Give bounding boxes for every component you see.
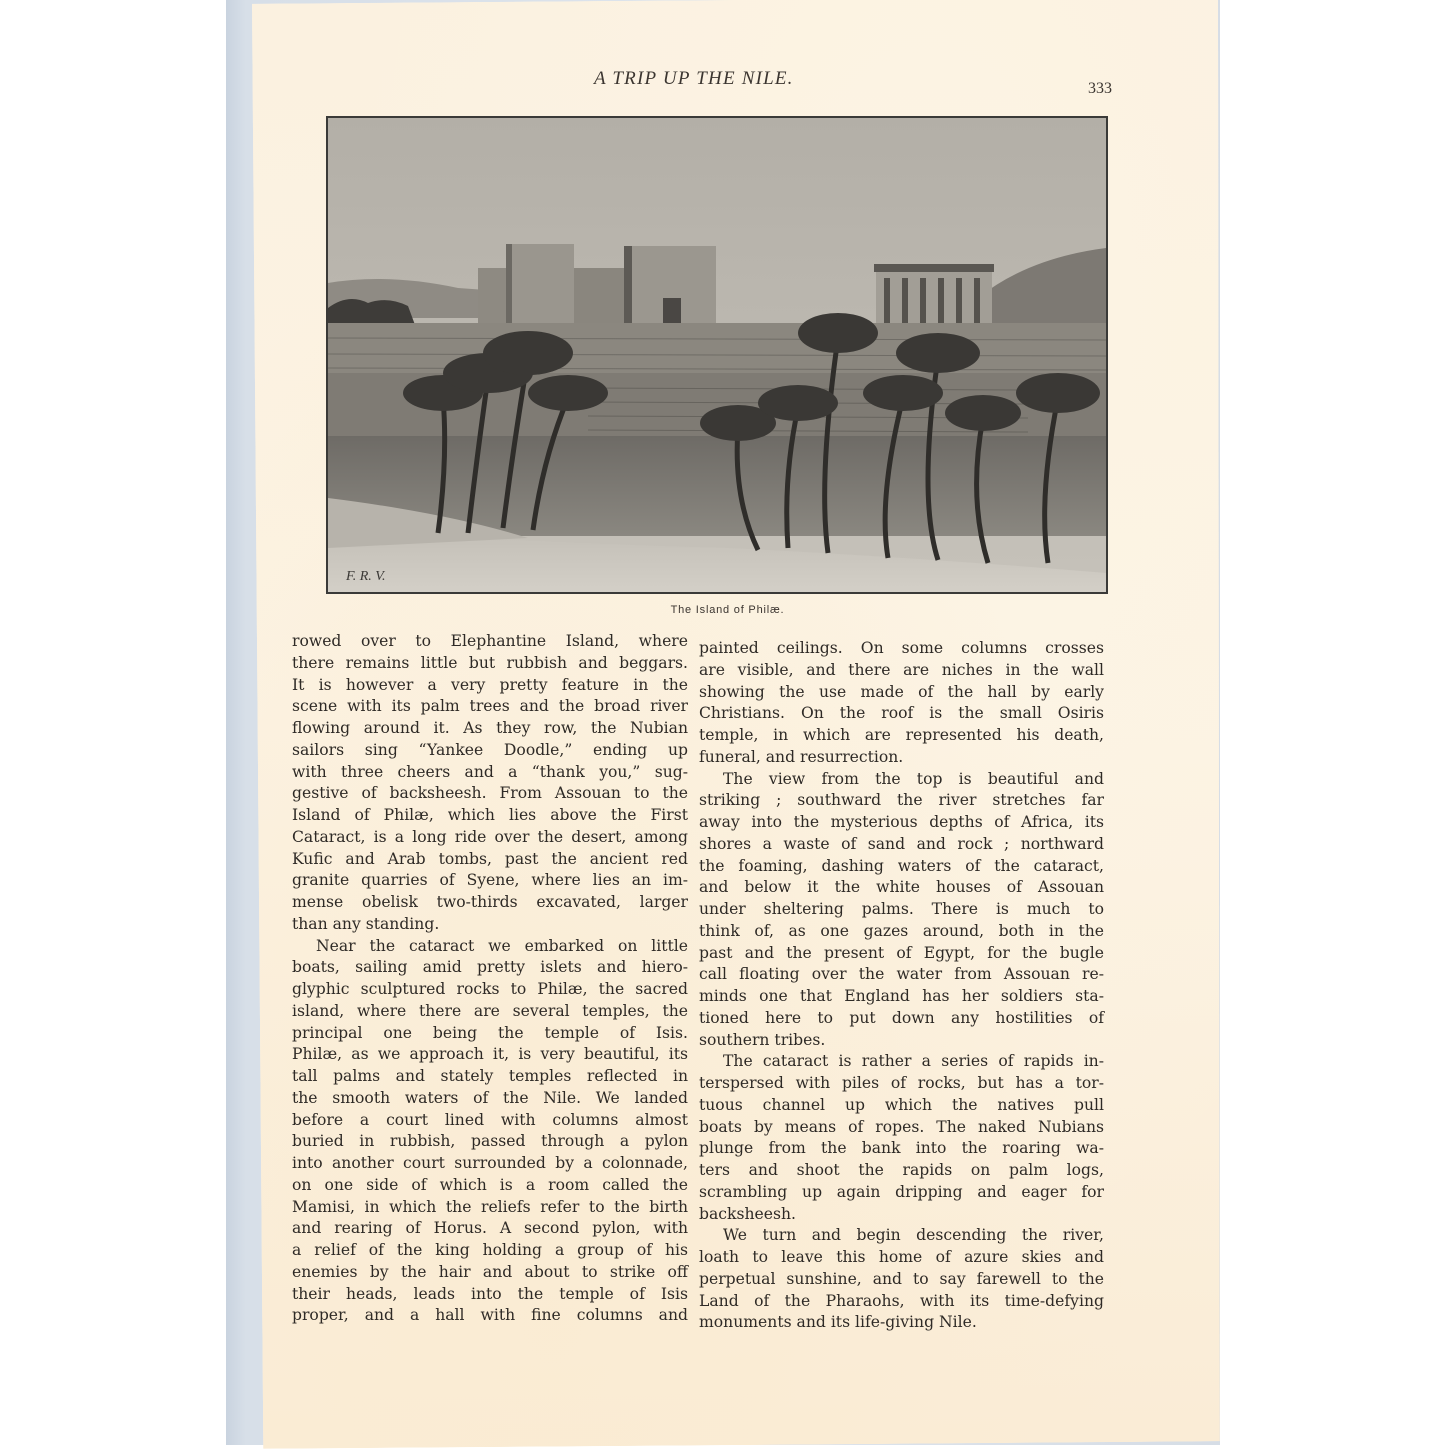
left-column bbox=[292, 631, 688, 1327]
text-line: We turn and begin descending the river, bbox=[723, 1226, 1104, 1245]
text-line: plunge from the bank into the roaring wa- bbox=[699, 1139, 1104, 1158]
text-line: Christians. On the roof is the small Osiris bbox=[699, 704, 1104, 723]
text-line: under sheltering palms. There is much to bbox=[699, 900, 1104, 918]
text-line: and rearing of Horus. A second pylon, with bbox=[292, 1219, 688, 1238]
text-line: the smooth waters of the Nile. We landed bbox=[292, 1088, 688, 1107]
text-line: temple, in which are represented his death, bbox=[699, 726, 1104, 744]
page-number: 333 bbox=[1088, 80, 1112, 97]
text-line: Island of Philæ, which lies above the First bbox=[292, 806, 688, 824]
text-line: island, where there are several temples, the bbox=[292, 1001, 688, 1020]
text-line: scrambling up again dripping and eager for bbox=[699, 1182, 1104, 1201]
text-line: minds one that England has her soldiers sta- bbox=[699, 987, 1104, 1005]
text-line: loath to leave this home of azure skies and bbox=[699, 1248, 1104, 1266]
text-line: a relief of the king holding a group of his bbox=[292, 1241, 688, 1259]
text-line: there remains little but rubbish and beggars. bbox=[292, 653, 688, 672]
text-line: southern tribes. bbox=[699, 1030, 826, 1049]
text-line: into another court surrounded by a colonnade, bbox=[292, 1154, 688, 1172]
text-line: painted ceilings. On some columns crosses bbox=[699, 639, 1104, 657]
running-title: A TRIP UP THE NILE. bbox=[594, 68, 794, 89]
text-line: are visible, and there are niches in the wall bbox=[699, 660, 1104, 679]
philae-photo bbox=[328, 118, 1106, 592]
text-line: boats by means of ropes. The naked Nubians bbox=[699, 1117, 1104, 1136]
artist-signature: F. R. V. bbox=[346, 569, 386, 584]
text-line: than any standing. bbox=[292, 914, 440, 933]
text-line: scene with its palm trees and the broad river bbox=[292, 697, 688, 716]
text-line: It is however a very pretty feature in the bbox=[292, 675, 688, 694]
text-line: shores a waste of sand and rock ; northward bbox=[699, 834, 1104, 853]
text-line: buried in rubbish, passed through a pylon bbox=[292, 1132, 688, 1151]
text-line: tall palms and stately temples reflected in bbox=[292, 1067, 688, 1085]
text-line: tuous channel up which the natives pull bbox=[699, 1095, 1104, 1114]
text-line: boats, sailing amid pretty islets and hiero- bbox=[292, 958, 688, 977]
text-line: monuments and its life-giving Nile. bbox=[699, 1313, 977, 1332]
photo-figure bbox=[326, 116, 1108, 594]
text-line: striking ; southward the river stretches far bbox=[699, 791, 1104, 810]
text-line: principal one being the temple of Isis. bbox=[292, 1023, 688, 1042]
text-line: terspersed with piles of rocks, but has a tor- bbox=[699, 1074, 1104, 1092]
text-line: Land of the Pharaohs, with its time-defying bbox=[699, 1291, 1104, 1310]
text-line: think of, as one gazes around, both in the bbox=[699, 921, 1104, 940]
text-line: The cataract is rather a series of rapids in- bbox=[723, 1052, 1104, 1071]
text-line: Kufic and Arab tombs, past the ancient red bbox=[292, 849, 688, 868]
text-line: funeral, and resurrection. bbox=[699, 747, 904, 766]
text-line: their heads, leads into the temple of Isis bbox=[292, 1284, 688, 1303]
text-line: granite quarries of Syene, where lies an im- bbox=[292, 871, 688, 890]
text-line: past and the present of Egypt, for the bugle bbox=[699, 943, 1104, 962]
text-line: Mamisi, in which the reliefs refer to the birth bbox=[292, 1197, 688, 1216]
text-line: sailors sing “Yankee Doodle,” ending up bbox=[292, 740, 688, 759]
text-line: Cataract, is a long ride over the desert, among bbox=[292, 827, 688, 846]
text-line: Philæ, as we approach it, is very beautiful, its bbox=[292, 1045, 688, 1064]
text-line: before a court lined with columns almost bbox=[292, 1110, 688, 1129]
text-line: call floating over the water from Assouan re- bbox=[699, 965, 1104, 984]
text-line: backsheesh. bbox=[699, 1204, 796, 1223]
text-line: proper, and a hall with fine columns and bbox=[292, 1306, 688, 1325]
text-line: enemies by the hair and about to strike off bbox=[292, 1262, 688, 1281]
text-line: flowing around it. As they row, the Nubian bbox=[292, 719, 688, 737]
text-line: the foaming, dashing waters of the cataract, bbox=[699, 856, 1104, 875]
text-line: showing the use made of the hall by early bbox=[699, 682, 1104, 701]
text-line: mense obelisk two-thirds excavated, larger bbox=[292, 893, 688, 911]
text-line: away into the mysterious depths of Africa, its bbox=[699, 813, 1104, 831]
text-line: The view from the top is beautiful and bbox=[723, 769, 1104, 788]
text-line: Near the cataract we embarked on little bbox=[316, 936, 688, 955]
text-line: perpetual sunshine, and to say farewell to the bbox=[699, 1269, 1104, 1288]
text-line: with three cheers and a “thank you,” sug- bbox=[292, 762, 688, 781]
text-line: glyphic sculptured rocks to Philæ, the sacred bbox=[292, 980, 688, 998]
text-line: rowed over to Elephantine Island, where bbox=[292, 632, 688, 650]
text-line: ters and shoot the rapids on palm logs, bbox=[699, 1161, 1104, 1179]
text-line: and below it the white houses of Assouan bbox=[699, 878, 1104, 897]
right-column bbox=[699, 638, 1104, 1334]
figure-caption: The Island of Philæ. bbox=[670, 604, 785, 616]
text-line: gestive of backsheesh. From Assouan to the bbox=[292, 784, 688, 803]
text-line: on one side of which is a room called the bbox=[292, 1175, 688, 1194]
text-line: tioned here to put down any hostilities of bbox=[699, 1008, 1104, 1027]
